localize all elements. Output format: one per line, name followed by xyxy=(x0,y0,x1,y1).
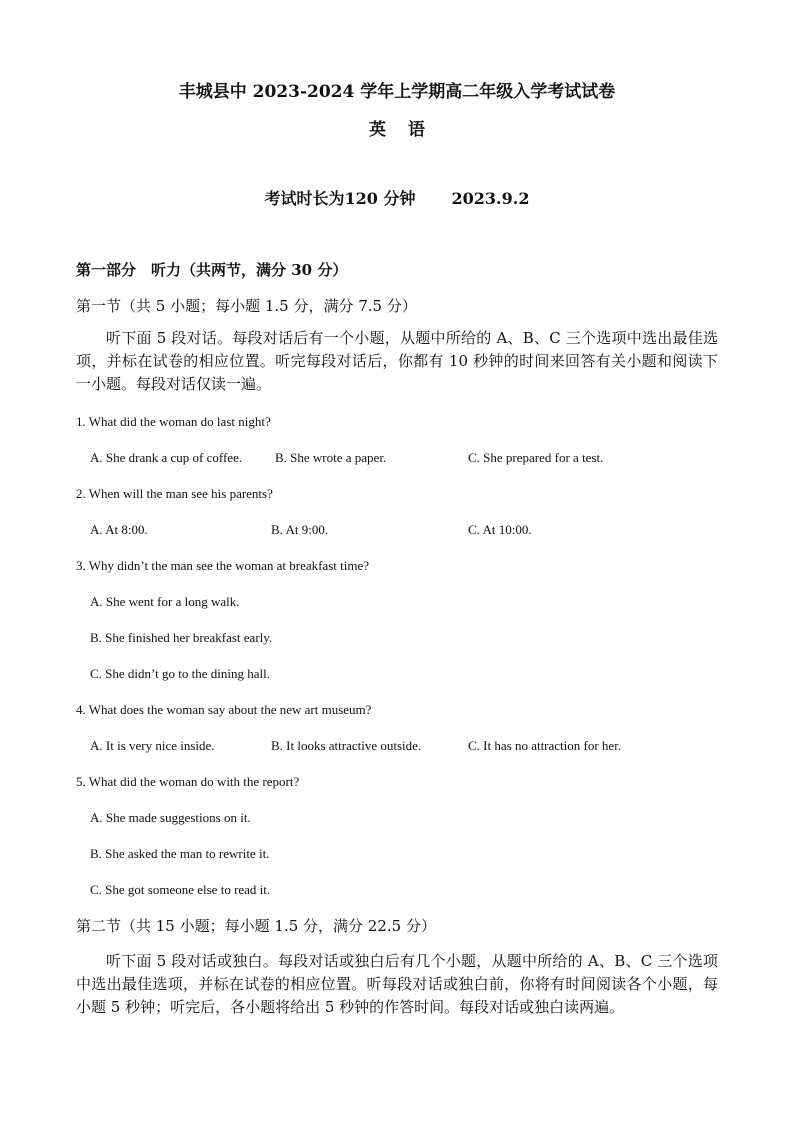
question-4-option-b: B. It looks attractive outside. xyxy=(271,738,422,753)
section1-instructions: 听下面 5 段对话。每段对话后有一个小题，从题中所给的 A、B、C 三个选项中选出最佳选项，并标在试卷的相应位置。听完每段对话后，你都有 10 秒钟的时间来回答有关小题和阅读下一小题。每段对话仅读一遍。 xyxy=(76,329,718,393)
part1-heading: 第一部分 听力（共两节，满分 30 分） xyxy=(76,261,348,279)
question-2-option-c: C. At 10:00. xyxy=(468,522,532,537)
section1-heading: 第一节（共 5 小题；每小题 1.5 分，满分 7.5 分） xyxy=(76,297,417,315)
question-3-option-c: C. She didn’t go to the dining hall. xyxy=(90,666,270,681)
question-4-option-a: A. It is very nice inside. xyxy=(90,738,215,753)
question-1: 1. What did the woman do last night? xyxy=(76,414,271,429)
question-4-option-c: C. It has no attraction for her. xyxy=(468,738,622,753)
question-1-option-b: B. She wrote a paper. xyxy=(275,450,387,465)
question-5-option-b: B. She asked the man to rewrite it. xyxy=(90,846,270,861)
exam-meta xyxy=(0,186,794,209)
question-3-option-b: B. She finished her breakfast early. xyxy=(90,630,273,645)
section2-heading: 第二节（共 15 小题；每小题 1.5 分，满分 22.5 分） xyxy=(76,917,436,935)
exam-date: 2023.9.2 xyxy=(451,189,530,208)
question-2-option-b: B. At 9:00. xyxy=(271,522,329,537)
question-5-option-c: C. She got someone else to read it. xyxy=(90,882,271,897)
exam-title: 丰城县中 2023-2024 学年上学期高二年级入学考试试卷 xyxy=(178,82,616,102)
question-5: 5. What did the woman do with the report? xyxy=(76,774,300,789)
section2-instructions: 听下面 5 段对话或独白。每段对话或独白后有几个小题，从题中所给的 A、B、C 三个选项中选出最佳选项，并标在试卷的相应位置。听每段对话或独白前，你将有时间阅读各个小题，每小题 5 秒钟；听完后，各小题将给出 5 秒钟的作答时间。每段对话或独白读两遍。 xyxy=(76,952,718,1016)
exam-duration: 考试时长为120 分钟 xyxy=(264,189,416,208)
question-2: 2. When will the man see his parents? xyxy=(76,486,273,501)
question-3: 3. Why didn’t the man see the woman at breakfast time? xyxy=(76,558,370,573)
question-3-option-a: A. She went for a long walk. xyxy=(90,594,240,609)
question-1-option-a: A. She drank a cup of coffee. xyxy=(90,450,243,465)
question-4: 4. What does the woman say about the new art museum? xyxy=(76,702,372,717)
question-2-option-a: A. At 8:00. xyxy=(90,522,148,537)
question-5-option-a: A. She made suggestions on it. xyxy=(90,810,251,825)
exam-subject: 英语 xyxy=(369,120,447,140)
question-1-option-c: C. She prepared for a test. xyxy=(468,450,604,465)
